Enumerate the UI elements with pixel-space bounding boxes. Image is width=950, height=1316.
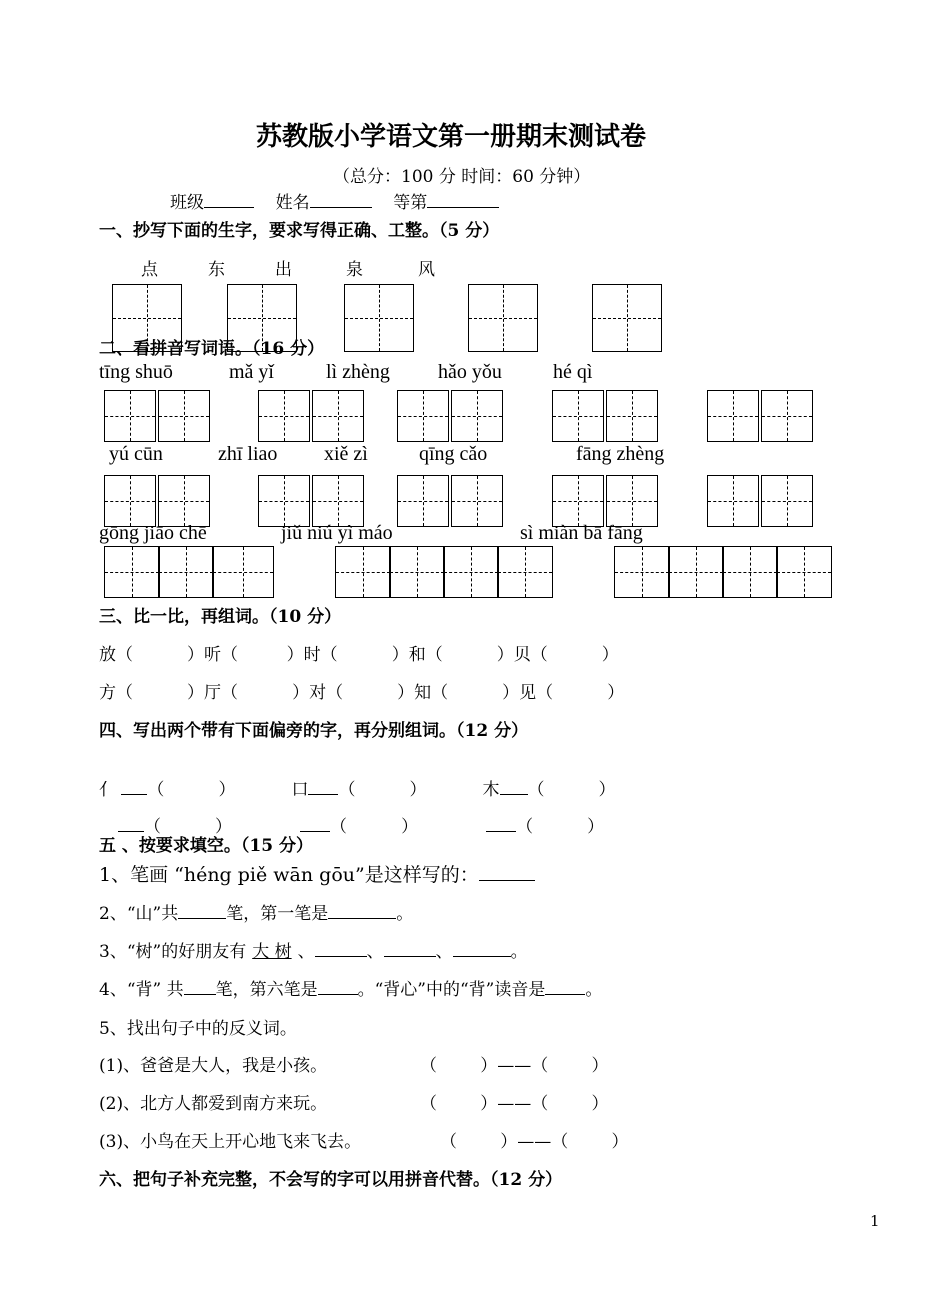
s5-q2-text-c: 。 xyxy=(396,904,414,924)
pinyin-4: hǎo yǒu xyxy=(438,361,502,383)
s4-paren[interactable]: （ ） xyxy=(338,780,427,800)
s5-pair-2 xyxy=(99,1089,327,1114)
s4-paren[interactable]: （ ） xyxy=(516,817,605,837)
writing-cell[interactable] xyxy=(761,390,813,442)
writing-cell[interactable] xyxy=(158,546,214,598)
section-5-heading: 五 、按要求填空。（15 分） xyxy=(99,836,313,856)
tian-grid-3[interactable] xyxy=(344,284,414,352)
s4-blank[interactable] xyxy=(118,813,144,832)
grade-blank[interactable] xyxy=(427,189,499,208)
s5-pair-2-answer[interactable]: （ ）——（ ） xyxy=(420,1094,609,1114)
s3-line-1: 放（ ）听（ ）时（ ）和（ ）贝（ ） xyxy=(99,645,619,665)
s5-q4-text-c: 。“背心”中的“背”读音是 xyxy=(357,980,546,1000)
page-number: 1 xyxy=(870,1212,880,1230)
writing-cell[interactable] xyxy=(104,475,156,527)
pinyin-3: lì zhèng xyxy=(326,361,390,383)
pinyin-11: gōng jiāo chē xyxy=(99,522,207,544)
s5-q3-end: 。 xyxy=(510,942,528,962)
s5-q3 xyxy=(99,937,528,962)
s5-q3-example: 大 树 xyxy=(252,942,292,962)
s5-pair-3 xyxy=(99,1127,361,1152)
s5-q1 xyxy=(99,860,535,887)
tian-grid-5[interactable] xyxy=(592,284,662,352)
writing-cell[interactable] xyxy=(212,546,274,598)
s5-pair-3-sentence: (3)、小鸟在天上开心地飞来飞去。 xyxy=(99,1132,362,1152)
writing-cell[interactable] xyxy=(606,475,658,527)
writing-cell[interactable] xyxy=(606,390,658,442)
writing-cell[interactable] xyxy=(397,475,449,527)
writing-cell[interactable] xyxy=(761,475,813,527)
pinyin-6: yú cūn xyxy=(109,443,163,465)
pinyin-8: xiě zì xyxy=(324,443,368,465)
writing-cell[interactable] xyxy=(497,546,553,598)
writing-cell[interactable] xyxy=(389,546,445,598)
radical-mu: 木 xyxy=(482,780,500,800)
s5-q2 xyxy=(99,899,413,924)
name-blank[interactable] xyxy=(310,189,372,208)
s1-char-3: 出 xyxy=(275,260,292,280)
writing-cell[interactable] xyxy=(552,390,604,442)
s5-q4-text-b: 笔，第六笔是 xyxy=(215,980,318,1000)
class-label: 班级 xyxy=(170,193,204,213)
section-4-heading: 四、写出两个带有下面偏旁的字，再分别组词。（12 分） xyxy=(99,721,529,741)
section-2-heading: 二、看拼音写词语。（16 分） xyxy=(99,339,325,359)
s5-q3-sep: 、 xyxy=(297,942,315,962)
s4-blank[interactable] xyxy=(300,813,330,832)
s5-q4 xyxy=(99,975,602,1000)
radical-ren: 亻 xyxy=(99,780,116,800)
radical-kou: 口 xyxy=(291,780,309,800)
s5-q2-text-b: 笔，第一笔是 xyxy=(226,904,329,924)
writing-cell[interactable] xyxy=(552,475,604,527)
s5-pair-3-answer[interactable]: （ ）——（ ） xyxy=(440,1132,629,1152)
writing-cell[interactable] xyxy=(397,390,449,442)
pinyin-12: jiǔ niú yì máo xyxy=(281,522,393,544)
pinyin-9: qīng cǎo xyxy=(419,443,488,465)
s5-q2-blank-1[interactable] xyxy=(178,900,226,919)
s5-q4-text-a: 4、“背” 共 xyxy=(99,980,184,1000)
s4-paren[interactable]: （ ） xyxy=(147,780,236,800)
s4-paren[interactable]: （ ） xyxy=(330,817,419,837)
s5-q3-blank-1[interactable] xyxy=(315,938,367,957)
writing-cell[interactable] xyxy=(258,475,310,527)
writing-cell[interactable] xyxy=(158,390,210,442)
writing-cell[interactable] xyxy=(707,390,759,442)
s1-char-5: 风 xyxy=(418,260,435,280)
page-title: 苏教版小学语文第一册期末测试卷 xyxy=(256,122,647,152)
s4-blank[interactable] xyxy=(486,813,516,832)
s5-pair-1 xyxy=(99,1051,327,1076)
s5-pair-1-answer[interactable]: （ ）——（ ） xyxy=(420,1056,609,1076)
section-6-heading: 六、把句子补充完整，不会写的字可以用拼音代替。（12 分） xyxy=(99,1170,563,1190)
pinyin-10: fāng zhèng xyxy=(576,443,665,465)
pinyin-5: hé qì xyxy=(553,361,593,383)
s5-q5: 5、找出句子中的反义词。 xyxy=(99,1019,297,1039)
writing-cell[interactable] xyxy=(312,390,364,442)
s5-q3-text-a: 3、“树”的好朋友有 xyxy=(99,942,247,962)
writing-cell[interactable] xyxy=(451,390,503,442)
s5-q3-blank-2[interactable] xyxy=(384,938,436,957)
s5-q3-blank-3[interactable] xyxy=(453,938,511,957)
writing-cell[interactable] xyxy=(668,546,724,598)
s5-q3-sep: 、 xyxy=(366,942,384,962)
s4-paren[interactable]: （ ） xyxy=(527,780,616,800)
writing-cell[interactable] xyxy=(707,475,759,527)
s4-paren[interactable]: （ ） xyxy=(144,817,233,837)
name-label: 姓名 xyxy=(275,193,310,213)
writing-cell[interactable] xyxy=(451,475,503,527)
s5-q2-text-a: 2、“山”共 xyxy=(99,904,179,924)
tian-grid-4[interactable] xyxy=(468,284,538,352)
pinyin-13: sì miàn bā fāng xyxy=(520,522,643,544)
s5-q4-blank-2[interactable] xyxy=(318,976,358,995)
s3-line-2: 方（ ）厅（ ）对（ ）知（ ）见（ ） xyxy=(99,683,625,703)
writing-cell[interactable] xyxy=(776,546,832,598)
s5-pair-2-sentence: (2)、北方人都爱到南方来玩。 xyxy=(99,1094,328,1114)
section-3-heading: 三、比一比，再组词。（10 分） xyxy=(99,607,342,627)
writing-cell[interactable] xyxy=(614,546,670,598)
writing-cell[interactable] xyxy=(443,546,499,598)
grade-label: 等第 xyxy=(393,193,428,213)
writing-cell[interactable] xyxy=(312,475,364,527)
writing-cell[interactable] xyxy=(104,390,156,442)
s5-pair-1-sentence: (1)、爸爸是大人，我是小孩。 xyxy=(99,1056,328,1076)
class-blank[interactable] xyxy=(204,189,254,208)
pinyin-7: zhī liao xyxy=(218,443,278,465)
pinyin-2: mǎ yǐ xyxy=(229,361,274,383)
s5-q4-blank-3[interactable] xyxy=(545,976,585,995)
s5-q4-blank-1[interactable] xyxy=(184,976,216,995)
pinyin-1: tīng shuō xyxy=(99,361,173,383)
s1-char-2: 东 xyxy=(208,260,225,280)
s5-q1-text: 1、笔画 “héng piě wān gōu”是这样写的： xyxy=(99,864,479,886)
section-1-heading: 一、抄写下面的生字，要求写得正确、工整。（5 分） xyxy=(99,221,500,241)
student-info-line xyxy=(170,188,499,213)
s1-char-4: 泉 xyxy=(346,260,363,280)
s5-q2-blank-2[interactable] xyxy=(328,900,396,919)
writing-cell[interactable] xyxy=(104,546,160,598)
s5-q4-text-d: 。 xyxy=(585,980,603,1000)
s5-q3-sep: 、 xyxy=(435,942,453,962)
writing-cell[interactable] xyxy=(158,475,210,527)
s1-char-1: 点 xyxy=(141,260,158,280)
writing-cell[interactable] xyxy=(335,546,391,598)
writing-cell[interactable] xyxy=(258,390,310,442)
s5-q1-blank[interactable] xyxy=(479,862,535,881)
writing-cell[interactable] xyxy=(722,546,778,598)
subtitle: （总分：100 分 时间：60 分钟） xyxy=(333,167,591,187)
